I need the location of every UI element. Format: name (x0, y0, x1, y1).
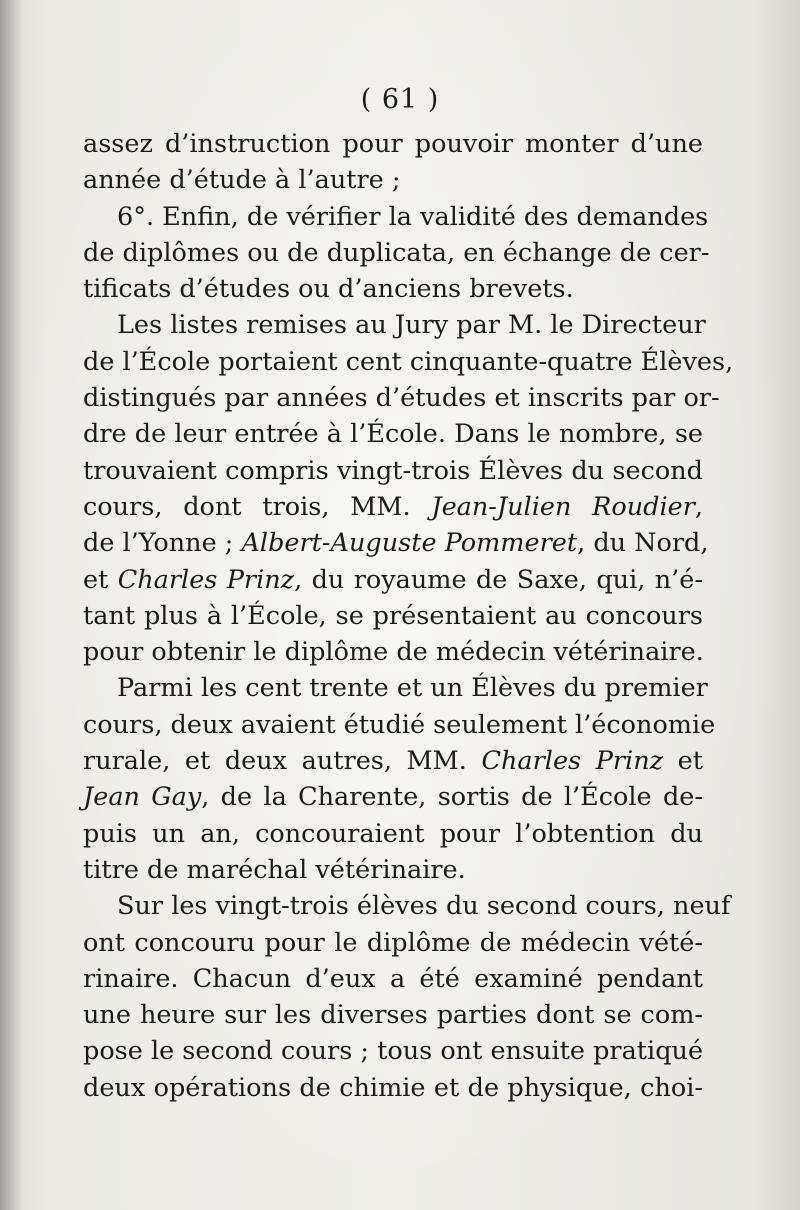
text-line: de l’École portaient cent cinquante-quatre Élèves, (83, 346, 734, 377)
text-line: ont concouru pour le diplôme de médecin vété- (83, 927, 703, 958)
text-line: deux opérations de chimie et de physique, choi- (83, 1072, 703, 1103)
text-line: Sur les vingt-trois élèves du second cours, neuf (117, 891, 731, 922)
text-line: titre de maréchal vétérinaire. (83, 854, 466, 885)
text-line: assez d’instruction pour pouvoir monter d’une (83, 129, 703, 159)
text-line (83, 743, 703, 779)
text-line: Les listes remises au Jury par M. le Directeur (117, 310, 706, 341)
person-name: Jean-Julien Roudier (431, 491, 695, 522)
text-line: année d’étude à l’autre ; (83, 165, 401, 196)
person-name: Charles Prinz (117, 564, 295, 595)
text-line: 6°. Enfin, de vérifier la validité des demandes (117, 201, 709, 232)
page-gutter-shadow (0, 0, 22, 1210)
text-line (83, 562, 703, 598)
text-line: tificats d’études ou d’anciens brevets. (83, 274, 574, 305)
text-run: , de la Charente, sortis de l’École de- (201, 782, 703, 813)
text-line: distingués par années d’études et inscrits par or- (83, 383, 720, 414)
text-run: cours, dont trois, MM. (83, 491, 432, 522)
paragraph-4 (83, 670, 716, 888)
body-text (83, 126, 734, 1106)
text-run: de l’Yonne ; (83, 528, 242, 559)
text-line: de diplômes ou de duplicata, en échange de cer- (83, 237, 710, 268)
text-run: , du Nord, (577, 528, 709, 559)
paragraph-5 (83, 888, 731, 1106)
text-run: et (83, 564, 118, 595)
text-line: tant plus à l’École, se présentaient au concours (83, 600, 703, 631)
text-line: pose le second cours ; tous ont ensuite pratiqué (83, 1036, 704, 1067)
text-line: pour obtenir le diplôme de médecin vétérinaire. (83, 637, 704, 668)
text-line: trouvaient compris vingt-trois Élèves du second (83, 455, 703, 486)
text-line: rinaire. Chacun d’eux a été examiné pendant (83, 963, 703, 994)
paragraph-3 (83, 307, 734, 670)
text-line: dre de leur entrée à l’École. Dans le nombre, se (83, 419, 703, 450)
person-name: Albert-Auguste Pommeret (241, 528, 578, 559)
person-name: Jean Gay (83, 782, 202, 813)
paragraph-2 (83, 199, 710, 308)
paragraph-1 (83, 126, 703, 199)
text-line: cours, deux avaient étudié seulement l’économie (83, 709, 716, 740)
person-name: Charles Prinz (481, 746, 664, 777)
text-line (83, 525, 709, 561)
text-run: , (694, 491, 704, 522)
text-line: une heure sur les diverses parties dont se com- (83, 1000, 703, 1031)
text-run: , du royaume de Saxe, qui, n’é- (294, 564, 703, 595)
text-run: rurale, et deux autres, MM. (83, 746, 482, 777)
text-line (83, 489, 703, 525)
text-line (83, 779, 703, 815)
text-line: Parmi les cent trente et un Élèves du premier (117, 673, 708, 704)
text-run: et (663, 746, 703, 777)
page-number: ( 61 ) (360, 84, 440, 115)
text-line: puis un an, concouraient pour l’obtention du (83, 818, 703, 849)
